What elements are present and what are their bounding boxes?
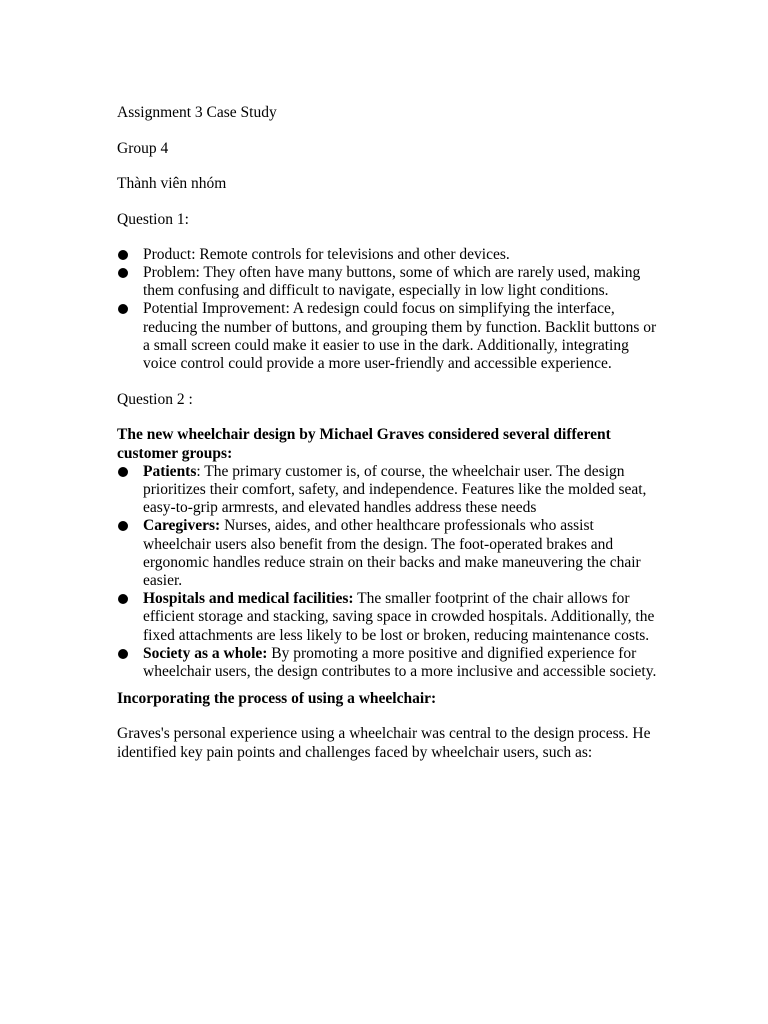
- document-page: [117, 104, 657, 762]
- list-item-term: Society as a whole:: [143, 644, 268, 662]
- list-item-text: Nurses, aides, and other healthcare professionals who assist wheelchair users also benefit from the design. The foot-operated brakes and ergonomic handles reduce strain on their backs and make maneuvering the chair easier.: [143, 517, 641, 590]
- question-1-list: [117, 246, 657, 373]
- list-item-text: Problem: They often have many buttons, some of which are rarely used, making them confusing and difficult to navigate, especially in low light conditions.: [143, 264, 641, 300]
- list-item: [117, 517, 657, 590]
- list-item: [117, 264, 657, 300]
- list-item: [117, 246, 657, 264]
- bullet-icon: [118, 250, 128, 260]
- question-2-heading: Question 2 :: [117, 391, 193, 409]
- bullet-icon: [118, 304, 128, 314]
- list-item-term: Hospitals and medical facilities:: [143, 590, 354, 608]
- question-1-heading: Question 1:: [117, 210, 189, 228]
- list-item-text: The smaller footprint of the chair allows for efficient storage and stacking, saving space in crowded hospitals. Additionally, the fixed attachments are less likely to be lost or broken, reducing maintenance costs.: [143, 590, 655, 644]
- list-item: [117, 300, 657, 373]
- list-item-text: : The primary customer is, of course, the wheelchair user. The design prioritizes their comfort, safety, and independence. Features like the molded seat, easy-to-grip armrests, and elevated handles address these needs: [143, 462, 647, 517]
- question-2-intro: The new wheelchair design by Michael Graves considered several different customer groups:: [117, 426, 611, 462]
- list-item-term: Caregivers:: [143, 517, 221, 535]
- document-title: Assignment 3 Case Study: [117, 104, 277, 121]
- members-label: Thành viên nhóm: [117, 175, 227, 193]
- bullet-icon: [118, 649, 128, 659]
- list-item-text: Potential Improvement: A redesign could focus on simplifying the interface, reducing the number of buttons, and grouping them by function. Backlit buttons or a small screen could make it easier to use in the dark. Additionally, integrating voice control could provide a more user-friendly and accessible experience.: [143, 300, 657, 373]
- list-item-text: Product: Remote controls for televisions and other devices.: [143, 245, 510, 263]
- list-item: [117, 590, 657, 645]
- process-paragraph: Graves's personal experience using a wheelchair was central to the design process. He identified key pain points and challenges faced by wheelchair users, such as:: [117, 725, 651, 761]
- list-item-text: By promoting a more positive and dignified experience for wheelchair users, the design contributes to a more inclusive and accessible society.: [143, 644, 657, 681]
- customer-groups-list: [117, 463, 657, 681]
- bullet-icon: [118, 521, 128, 531]
- bullet-icon: [118, 268, 128, 278]
- list-item-term: Patients: [143, 462, 197, 480]
- bullet-icon: [118, 594, 128, 604]
- bullet-icon: [118, 467, 128, 477]
- group-label: Group 4: [117, 140, 169, 158]
- process-heading: Incorporating the process of using a wheelchair:: [117, 690, 437, 708]
- list-item: [117, 463, 657, 518]
- list-item: [117, 645, 657, 681]
